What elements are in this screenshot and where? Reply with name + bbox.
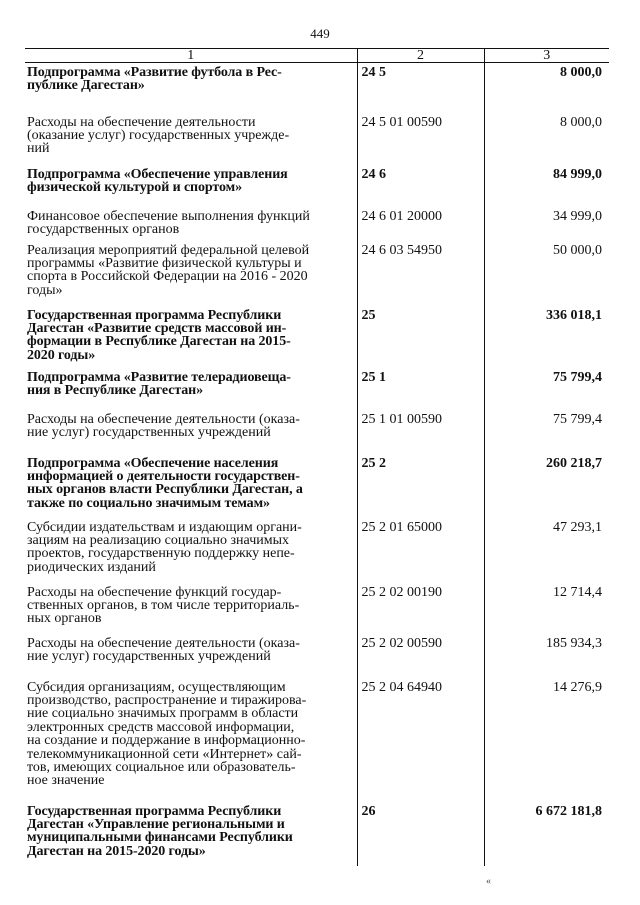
description-line: производство, распространение и тиражирова- — [27, 692, 307, 708]
description-line: Подпрограмма «Развитие футбола в Рес- — [27, 65, 282, 80]
table-header-row — [25, 49, 609, 63]
table-row — [25, 634, 609, 678]
table-row-program — [25, 306, 609, 368]
description-line: Расходы на обеспечение деятельности — [27, 114, 256, 130]
description-line: ственных органов, в том числе территориаль- — [27, 597, 300, 613]
description-line: Субсидии издательствам и издающим органи- — [27, 519, 302, 535]
row-amount: 8 000,0 — [484, 63, 609, 113]
row-code: 25 2 — [357, 454, 484, 518]
budget-table — [25, 48, 609, 866]
row-code: 24 6 03 54950 — [357, 241, 484, 306]
table-row-program — [25, 63, 609, 113]
description-line: публике Дагестан» — [27, 78, 145, 94]
row-amount: 336 018,1 — [484, 306, 609, 368]
description-line: ние социально значимых программ в области — [27, 706, 299, 722]
row-amount: 14 276,9 — [484, 678, 609, 802]
description-line: Дагестан на 2015-2020 годы» — [27, 843, 206, 859]
description-line: Государственная программа Республики — [27, 803, 282, 819]
description-line: ние услуг) государственных учреждений — [27, 648, 271, 664]
description-line: телекоммуникационной сети «Интернет» сай- — [27, 746, 302, 762]
description-line: ное значение — [27, 773, 105, 789]
description-line: тов, имеющих социальное или образователь- — [27, 759, 296, 775]
row-amount: 50 000,0 — [484, 241, 609, 306]
description-line: зациям на реализацию социально значимых — [27, 532, 289, 548]
description-line: Расходы на обеспечение деятельности (оказа- — [27, 635, 300, 651]
table-row — [25, 410, 609, 454]
description-line: Реализация мероприятий федеральной целевой — [27, 242, 310, 258]
row-amount: 75 799,4 — [484, 368, 609, 410]
row-description — [25, 113, 357, 165]
row-description — [25, 678, 357, 802]
description-line: Расходы на обеспечение деятельности (оказа- — [27, 411, 300, 427]
description-line: ных органов — [27, 611, 102, 627]
description-line: ний — [27, 141, 50, 157]
description-line: Подпрограмма «Развитие телерадиовеща- — [27, 369, 291, 385]
page-number: 449 — [310, 26, 330, 41]
header-column-1: 1 — [25, 49, 357, 63]
row-code: 25 2 02 00190 — [357, 583, 484, 634]
description-line: Субсидия организациям, осуществляющим — [27, 679, 286, 695]
table-row — [25, 113, 609, 165]
row-description — [25, 583, 357, 634]
row-code: 24 5 01 00590 — [357, 113, 484, 165]
row-description — [25, 368, 357, 410]
description-line: ных органов власти Республики Дагестан, а — [27, 482, 303, 498]
description-line: ние услуг) государственных учреждений — [27, 424, 271, 440]
row-amount: 260 218,7 — [484, 454, 609, 518]
row-code: 25 2 04 64940 — [357, 678, 484, 802]
row-code: 25 1 — [357, 368, 484, 410]
description-line: физической культурой и спортом» — [27, 179, 242, 195]
row-code: 26 — [357, 802, 484, 866]
description-line: Дагестан «Развитие средств массовой ин- — [27, 320, 287, 336]
corner-mark: « — [486, 876, 491, 887]
description-line: формации в Республике Дагестан на 2015- — [27, 334, 291, 350]
description-line: информацией о деятельности государствен- — [27, 468, 300, 484]
row-code: 24 6 — [357, 165, 484, 207]
header-column-2: 2 — [357, 49, 484, 63]
table-row-program — [25, 368, 609, 410]
row-amount: 84 999,0 — [484, 165, 609, 207]
description-line: ния в Республике Дагестан» — [27, 382, 204, 398]
table-row — [25, 241, 609, 306]
description-line: Финансовое обеспечение выполнения функций — [27, 208, 310, 224]
row-description — [25, 306, 357, 368]
description-line: государственных органов — [27, 221, 180, 237]
row-code: 25 — [357, 306, 484, 368]
description-line: (оказание услуг) государственных учрежде- — [27, 127, 290, 143]
row-amount: 12 714,4 — [484, 583, 609, 634]
row-amount: 8 000,0 — [484, 113, 609, 165]
header-column-3: 3 — [484, 49, 609, 63]
row-description — [25, 802, 357, 866]
table-row — [25, 518, 609, 583]
row-description — [25, 63, 357, 113]
table-row-program — [25, 454, 609, 518]
row-code: 24 5 — [357, 63, 484, 113]
description-line: Подпрограмма «Обеспечение управления — [27, 166, 288, 182]
description-line: на создание и поддержание в информационно- — [27, 733, 306, 749]
table-row — [25, 207, 609, 241]
description-line: 2020 годы» — [27, 347, 96, 363]
table-row-program — [25, 802, 609, 866]
row-code: 24 6 01 20000 — [357, 207, 484, 241]
description-line: риодических изданий — [27, 559, 156, 575]
description-line: муниципальными финансами Республики — [27, 830, 293, 846]
description-line: проектов, государственную поддержку непе- — [27, 546, 295, 562]
table-row-program — [25, 165, 609, 207]
description-line: электронных средств массовой информации, — [27, 719, 295, 735]
row-code: 25 1 01 00590 — [357, 410, 484, 454]
row-description — [25, 634, 357, 678]
row-description — [25, 241, 357, 306]
description-line: Дагестан «Управление региональными и — [27, 816, 285, 832]
row-amount: 75 799,4 — [484, 410, 609, 454]
row-description — [25, 207, 357, 241]
row-description — [25, 518, 357, 583]
description-line: также по социально значимым темам» — [27, 495, 270, 511]
row-description — [25, 410, 357, 454]
description-line: Государственная программа Республики — [27, 307, 282, 323]
description-line: программы «Развитие физической культуры и — [27, 255, 302, 271]
description-line: Подпрограмма «Обеспечение населения — [27, 455, 279, 471]
row-description — [25, 454, 357, 518]
row-code: 25 2 02 00590 — [357, 634, 484, 678]
description-line: Расходы на обеспечение функций государ- — [27, 584, 282, 600]
row-description — [25, 165, 357, 207]
row-amount: 47 293,1 — [484, 518, 609, 583]
row-amount: 6 672 181,8 — [484, 802, 609, 866]
description-line: годы» — [27, 282, 63, 298]
description-line: спорта в Российской Федерации на 2016 - 2020 — [27, 269, 308, 285]
row-code: 25 2 01 65000 — [357, 518, 484, 583]
table-row — [25, 678, 609, 802]
row-amount: 185 934,3 — [484, 634, 609, 678]
row-amount: 34 999,0 — [484, 207, 609, 241]
table-row — [25, 583, 609, 634]
